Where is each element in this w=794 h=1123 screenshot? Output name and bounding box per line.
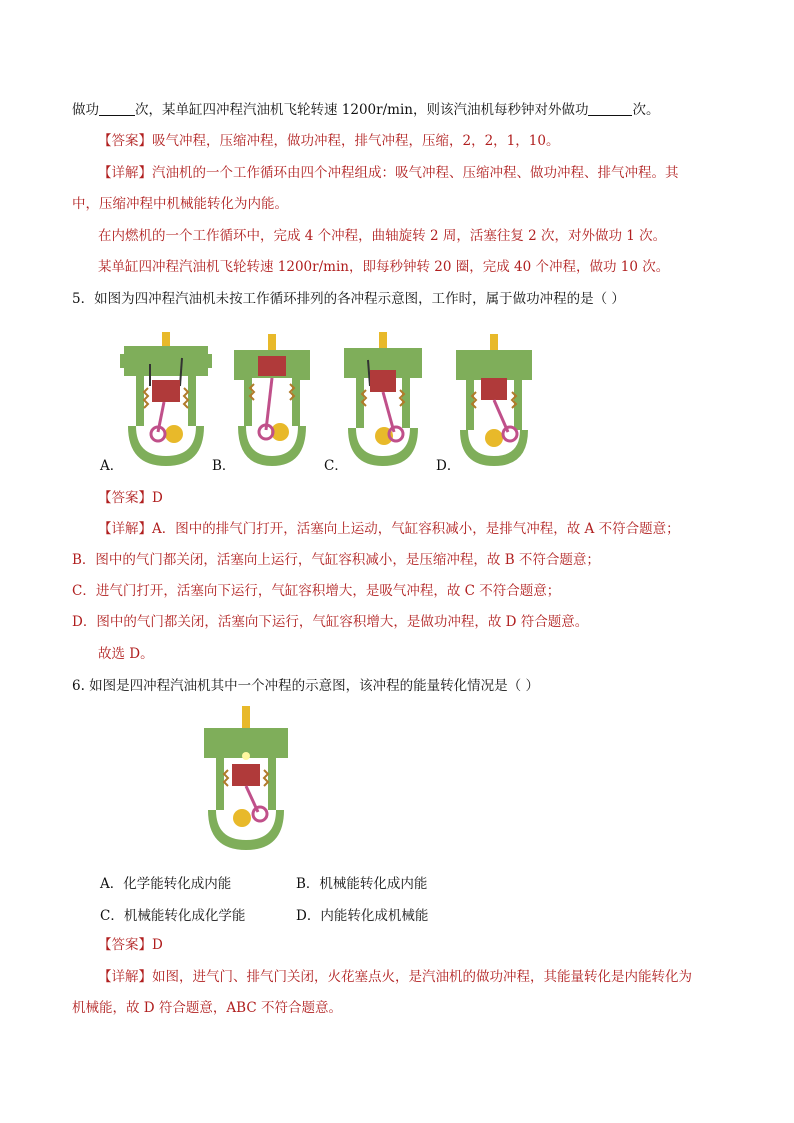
text: 次，某单缸四冲程汽油机飞轮转速 1200r/min，则该汽油机每秒钟对外做功 xyxy=(135,102,589,118)
option-label-d[interactable]: D． xyxy=(436,458,461,474)
engine-q6-drawing xyxy=(204,706,288,850)
engine-a-drawing xyxy=(120,332,212,466)
detail-tag: 【详解】 xyxy=(98,969,152,985)
option-label-c[interactable]: C． xyxy=(324,458,348,474)
answer-tag: 【答案】 xyxy=(98,490,152,506)
question-6: 6. 如图是四冲程汽油机其中一个冲程的示意图，该冲程的能量转化情况是（ ） xyxy=(72,678,539,694)
answer-text: D xyxy=(152,937,163,953)
answer-text: D xyxy=(152,490,163,506)
option-6-a[interactable]: A．化学能转化成内能 xyxy=(100,876,232,892)
detail-5-line3: C．进气门打开，活塞向下运行，气缸容积增大，是吸气冲程，故 C 不符合题意； xyxy=(72,583,561,599)
fill-blank[interactable] xyxy=(588,101,632,116)
detail-text: 汽油机的一个工作循环由四个冲程组成：吸气冲程、压缩冲程、做功冲程、排气冲程。其 xyxy=(152,165,679,181)
option-6-b[interactable]: B．机械能转化成内能 xyxy=(296,876,428,892)
detail-text: A．图中的排气门打开，活塞向上运动，气缸容积减小，是排气冲程，故 A 不符合题意； xyxy=(152,521,680,537)
option-6-d[interactable]: D．内能转化成机械能 xyxy=(296,908,429,924)
detail-4-line4: 某单缸四冲程汽油机飞轮转速 1200r/min，即每秒钟转 20 圈，完成 40 个冲程，做功 10 次。 xyxy=(98,259,670,275)
detail-tag: 【详解】 xyxy=(98,165,152,181)
answer-tag: 【答案】 xyxy=(98,937,152,953)
engine-diagram-b[interactable] xyxy=(230,332,314,470)
question-5: 5．如图为四冲程汽油机未按工作循环排列的各冲程示意图，工作时，属于做功冲程的是（ ） xyxy=(72,291,625,307)
fill-blank[interactable] xyxy=(99,101,135,116)
answer-6 xyxy=(98,935,163,955)
detail-5-line5: 故选 D。 xyxy=(98,646,154,662)
engine-b-drawing xyxy=(234,334,310,466)
detail-4-line1 xyxy=(98,163,679,183)
detail-6-line2: 机械能，故 D 符合题意，ABC 不符合题意。 xyxy=(72,1000,342,1016)
option-6-c[interactable]: C．机械能转化成化学能 xyxy=(100,908,246,924)
detail-5-line2: B．图中的气门都关闭，活塞向上运行，气缸容积减小，是压缩冲程，故 B 不符合题意； xyxy=(72,552,600,568)
text: 次。 xyxy=(632,102,660,118)
engine-c-drawing xyxy=(344,332,422,466)
question-4-fill-line xyxy=(72,100,659,120)
engine-diagram-q6 xyxy=(200,704,292,854)
detail-tag: 【详解】 xyxy=(98,521,152,537)
answer-4 xyxy=(98,131,559,151)
engine-diagram-c[interactable] xyxy=(340,330,426,470)
engine-diagram-a[interactable] xyxy=(118,328,214,470)
detail-4-line2: 中，压缩冲程中机械能转化为内能。 xyxy=(72,196,288,212)
detail-4-line3: 在内燃机的一个工作循环中，完成 4 个冲程，曲轴旋转 2 周，活塞往复 2 次，对外做功 1 次。 xyxy=(98,228,667,244)
detail-5-line1 xyxy=(98,519,680,539)
answer-tag: 【答案】 xyxy=(98,133,152,149)
engine-d-drawing xyxy=(456,334,532,466)
engine-diagram-d[interactable] xyxy=(452,332,536,470)
detail-text: 如图，进气门、排气门关闭，火花塞点火，是汽油机的做功冲程，其能量转化是内能转化为 xyxy=(152,969,692,985)
option-label-b[interactable]: B． xyxy=(212,458,236,474)
detail-6-line1 xyxy=(98,967,692,987)
option-label-a[interactable]: A． xyxy=(100,458,124,474)
answer-5 xyxy=(98,488,163,508)
text: 做功 xyxy=(72,102,99,118)
answer-text: 吸气冲程，压缩冲程，做功冲程，排气冲程，压缩，2，2，1，10。 xyxy=(152,133,560,149)
detail-5-line4: D．图中的气门都关闭，活塞向下运行，气缸容积增大，是做功冲程，故 D 符合题意。 xyxy=(72,614,589,630)
